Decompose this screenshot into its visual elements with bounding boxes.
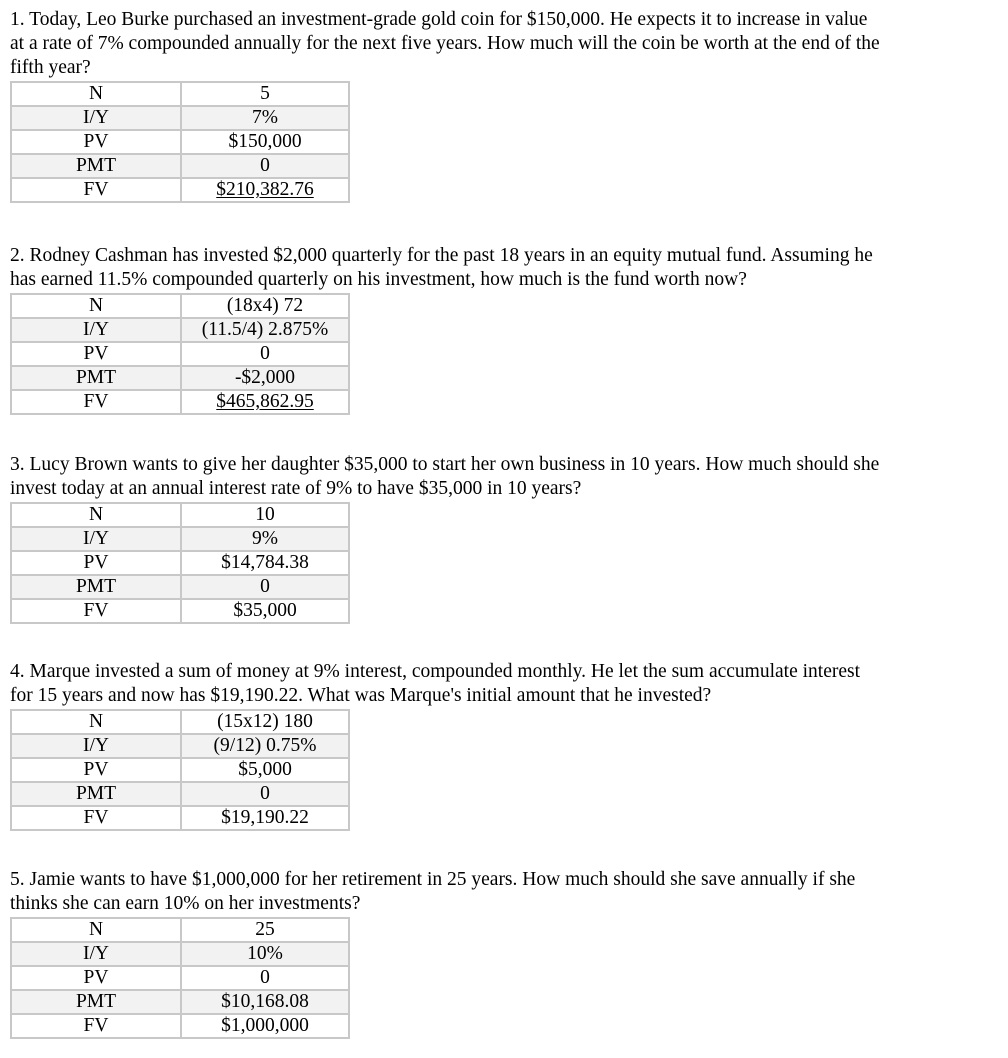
table-row	[11, 294, 349, 318]
row-key: N	[11, 710, 181, 734]
row-value: (9/12) 0.75%	[181, 734, 349, 758]
row-value: 25	[181, 918, 349, 942]
row-value: 0	[181, 342, 349, 366]
question-text: 5. Jamie wants to have $1,000,000 for her retirement in 25 years. How much should she save annually if she thinks she can earn 10% on her investments?	[10, 869, 856, 914]
row-key: PMT	[11, 154, 181, 178]
row-value: 10	[181, 503, 349, 527]
question-text: 3. Lucy Brown wants to give her daughter $35,000 to start her own business in 10 years. How much should she invest today at an annual interest rate of 9% to have $35,000 in 10 years?	[10, 454, 880, 499]
row-key: PV	[11, 966, 181, 990]
problem-5	[10, 868, 1002, 1039]
answer-value: $210,382.76	[216, 179, 314, 200]
row-key: FV	[11, 806, 181, 830]
row-value: -$2,000	[181, 366, 349, 390]
table-row	[11, 806, 349, 830]
row-key: PMT	[11, 990, 181, 1014]
table-row	[11, 551, 349, 575]
row-key: FV	[11, 1014, 181, 1038]
row-key: I/Y	[11, 942, 181, 966]
table-row	[11, 918, 349, 942]
row-key: N	[11, 503, 181, 527]
table-row	[11, 990, 349, 1014]
row-key: I/Y	[11, 106, 181, 130]
table-row	[11, 710, 349, 734]
row-value: 10%	[181, 942, 349, 966]
row-value: $19,190.22	[181, 806, 349, 830]
table-row	[11, 734, 349, 758]
tvm-table	[10, 293, 350, 415]
table-row	[11, 82, 349, 106]
table-row	[11, 154, 349, 178]
tvm-table	[10, 709, 350, 831]
tvm-table	[10, 917, 350, 1039]
table-row	[11, 599, 349, 623]
row-key: PV	[11, 551, 181, 575]
row-value: 5	[181, 82, 349, 106]
table-row	[11, 942, 349, 966]
problem-2	[10, 244, 1002, 415]
row-key: FV	[11, 178, 181, 202]
problem-1	[10, 8, 1002, 203]
table-row	[11, 342, 349, 366]
row-key: PV	[11, 758, 181, 782]
row-value: 0	[181, 154, 349, 178]
row-value: 0	[181, 575, 349, 599]
row-value: 0	[181, 966, 349, 990]
row-value: $14,784.38	[181, 551, 349, 575]
row-key: FV	[11, 390, 181, 414]
row-value: (11.5/4) 2.875%	[181, 318, 349, 342]
question-text: 2. Rodney Cashman has invested $2,000 quarterly for the past 18 years in an equity mutual fund. Assuming he has earned 11.5% compounded quarterly on his investment, how much is the fund worth now?	[10, 245, 873, 290]
row-key: FV	[11, 599, 181, 623]
row-value: $150,000	[181, 130, 349, 154]
row-value: $35,000	[181, 599, 349, 623]
problem-3	[10, 453, 1002, 624]
row-key: I/Y	[11, 734, 181, 758]
table-row	[11, 575, 349, 599]
row-key: PMT	[11, 366, 181, 390]
row-key: PV	[11, 342, 181, 366]
row-value: 0	[181, 782, 349, 806]
table-row	[11, 527, 349, 551]
question-text: 4. Marque invested a sum of money at 9% interest, compounded monthly. He let the sum accumulate interest for 15 years and now has $19,190.22. What was Marque's initial amount that he invested?	[10, 661, 861, 706]
table-row	[11, 106, 349, 130]
row-key: PMT	[11, 782, 181, 806]
row-key: PV	[11, 130, 181, 154]
row-key: N	[11, 294, 181, 318]
table-row	[11, 130, 349, 154]
row-value: $1,000,000	[181, 1014, 349, 1038]
table-row	[11, 782, 349, 806]
problem-4	[10, 660, 1002, 831]
table-row	[11, 390, 349, 414]
tvm-table	[10, 81, 350, 203]
table-row	[11, 966, 349, 990]
row-key: PMT	[11, 575, 181, 599]
answer-cell	[181, 390, 349, 414]
table-row	[11, 366, 349, 390]
row-key: I/Y	[11, 527, 181, 551]
row-value: $5,000	[181, 758, 349, 782]
row-value: 7%	[181, 106, 349, 130]
row-value: $10,168.08	[181, 990, 349, 1014]
table-row	[11, 1014, 349, 1038]
row-value: 9%	[181, 527, 349, 551]
row-key: I/Y	[11, 318, 181, 342]
table-row	[11, 503, 349, 527]
row-value: (18x4) 72	[181, 294, 349, 318]
table-row	[11, 318, 349, 342]
question-text: 1. Today, Leo Burke purchased an investment-grade gold coin for $150,000. He expects it to increase in value at a rate of 7% compounded annually for the next five years. How much will the coin be worth at the end of the fifth year?	[10, 9, 880, 78]
answer-cell	[181, 178, 349, 202]
tvm-table	[10, 502, 350, 624]
row-key: N	[11, 918, 181, 942]
row-value: (15x12) 180	[181, 710, 349, 734]
table-row	[11, 178, 349, 202]
row-key: N	[11, 82, 181, 106]
answer-value: $465,862.95	[216, 391, 314, 412]
table-row	[11, 758, 349, 782]
